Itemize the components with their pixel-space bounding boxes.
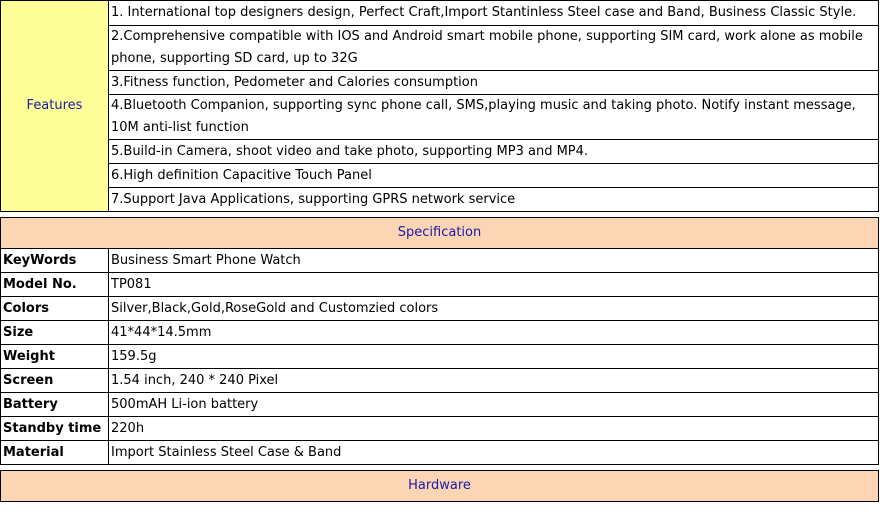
spec-key: Model No.: [1, 273, 109, 297]
feature-item-6: 6.High definition Capacitive Touch Panel: [109, 164, 879, 188]
spec-row: [1, 273, 879, 297]
feature-row: [1, 164, 879, 188]
hardware-header-row: [1, 471, 879, 502]
specification-header-row: [1, 218, 879, 249]
spec-row: [1, 369, 879, 393]
spec-key: Material: [1, 441, 109, 465]
spec-key: Standby time: [1, 417, 109, 441]
feature-row: [1, 1, 879, 26]
spec-value: 220h: [109, 417, 879, 441]
spec-value: 159.5g: [109, 345, 879, 369]
spec-row: [1, 249, 879, 273]
spec-row: [1, 345, 879, 369]
spec-row: [1, 393, 879, 417]
feature-item-7: 7.Support Java Applications, supporting GPRS network service: [109, 188, 879, 212]
spec-value: 41*44*14.5mm: [109, 321, 879, 345]
feature-item-5: 5.Build-in Camera, shoot video and take photo, supporting MP3 and MP4.: [109, 140, 879, 164]
spec-value: 1.54 inch, 240 * 240 Pixel: [109, 369, 879, 393]
spec-row: [1, 297, 879, 321]
spec-key: Screen: [1, 369, 109, 393]
feature-row: [1, 95, 879, 140]
specification-heading: Specification: [1, 218, 879, 249]
features-label: Features: [1, 1, 109, 212]
spec-value: TP081: [109, 273, 879, 297]
spec-key: Weight: [1, 345, 109, 369]
spec-value: Import Stainless Steel Case & Band: [109, 441, 879, 465]
feature-row: [1, 71, 879, 95]
spec-row: [1, 417, 879, 441]
spec-value: Business Smart Phone Watch: [109, 249, 879, 273]
feature-item-1: 1. International top designers design, Perfect Craft,Import Stantinless Steel case and Band, Business Classic Style.: [109, 1, 879, 26]
spec-value: 500mAH Li-ion battery: [109, 393, 879, 417]
spec-key: KeyWords: [1, 249, 109, 273]
spec-key: Battery: [1, 393, 109, 417]
spec-row: [1, 441, 879, 465]
hardware-heading: Hardware: [1, 471, 879, 502]
feature-row: [1, 188, 879, 212]
feature-item-4: 4.Bluetooth Companion, supporting sync phone call, SMS,playing music and taking photo. Notify instant message, 10M anti-list function: [109, 95, 879, 140]
feature-row: [1, 26, 879, 71]
spec-key: Size: [1, 321, 109, 345]
feature-row: [1, 140, 879, 164]
feature-item-2: 2.Comprehensive compatible with IOS and Android smart mobile phone, supporting SIM card, work alone as mobile phone, supporting SD card, up to 32G: [109, 26, 879, 71]
spec-value: Silver,Black,Gold,RoseGold and Customzied colors: [109, 297, 879, 321]
feature-item-3: 3.Fitness function, Pedometer and Calories consumption: [109, 71, 879, 95]
spec-row: [1, 321, 879, 345]
spec-key: Colors: [1, 297, 109, 321]
